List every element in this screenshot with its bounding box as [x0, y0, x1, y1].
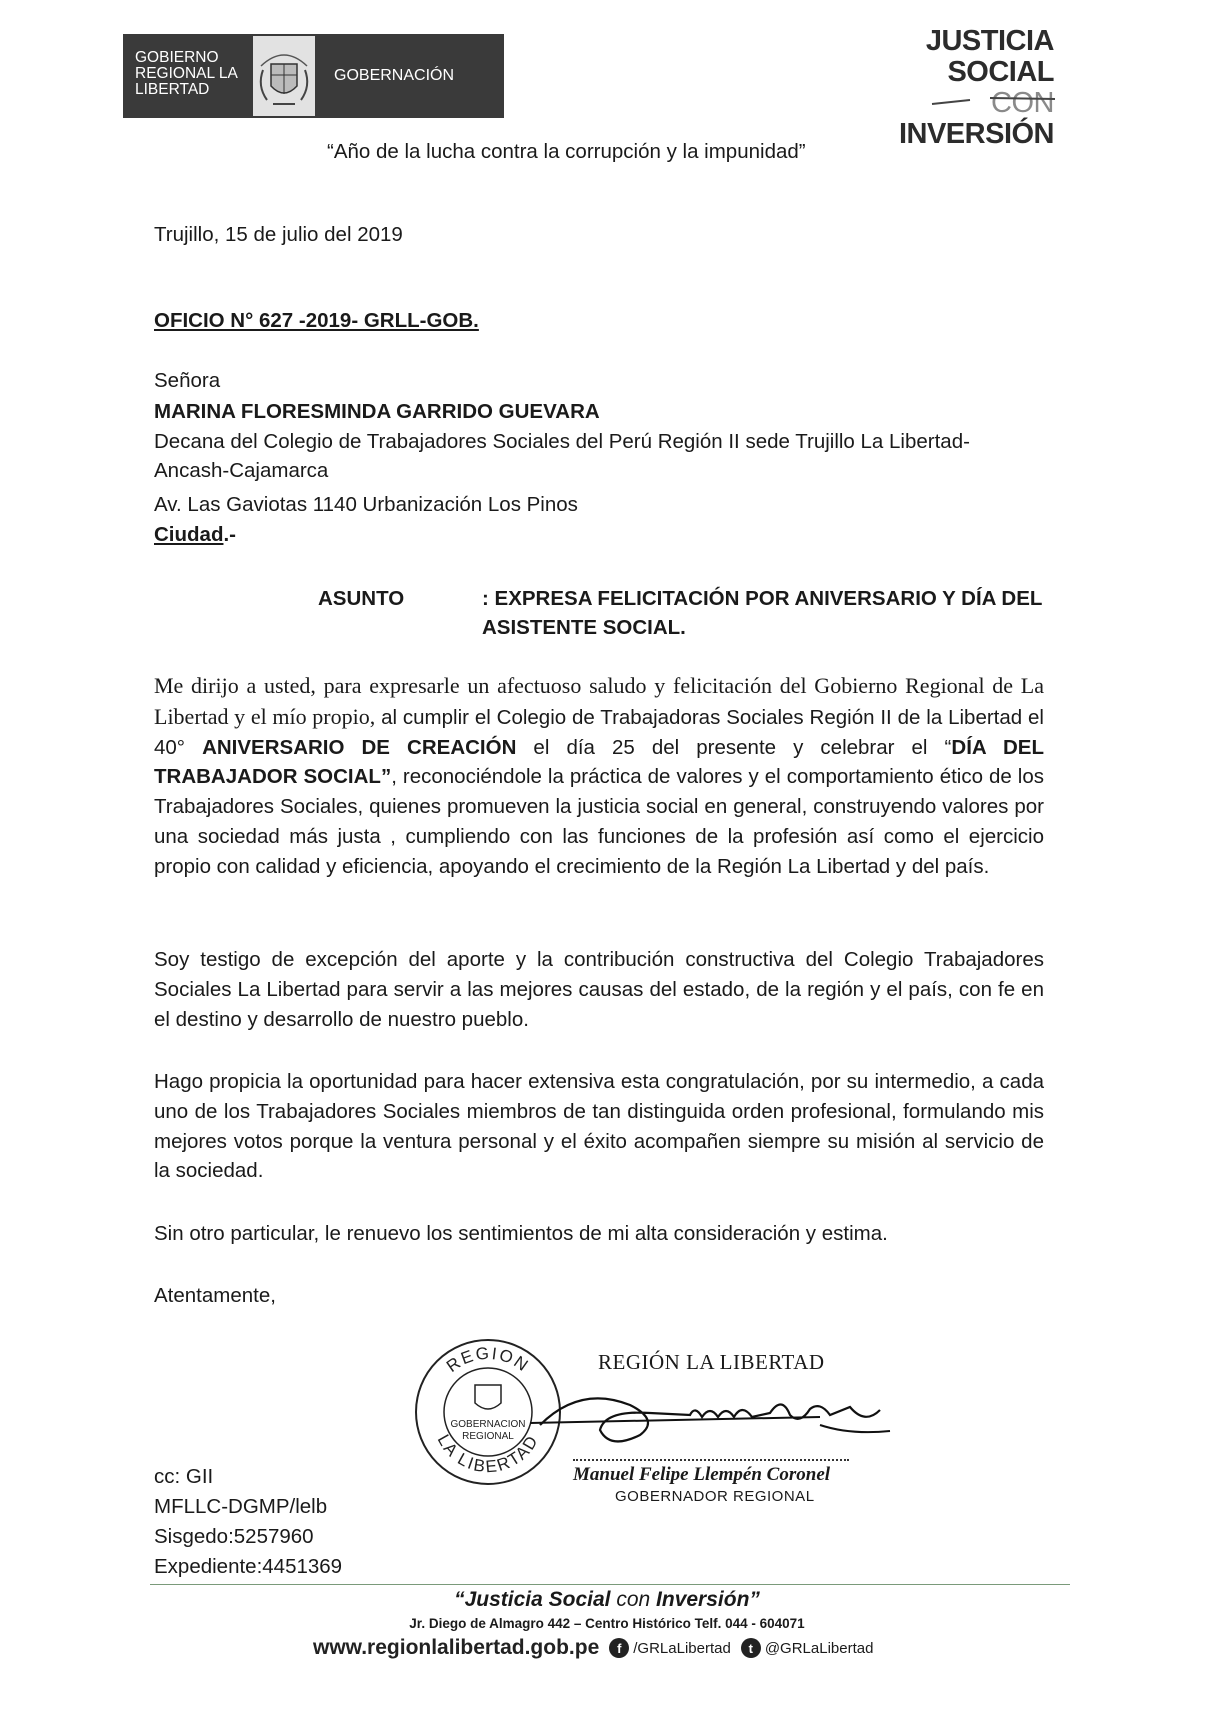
recipient-address: Av. Las Gaviotas 1140 Urbanización Los Pinos	[154, 493, 578, 516]
signature-region-header: REGIÓN LA LIBERTAD	[598, 1350, 825, 1374]
letter-date: Trujillo, 15 de julio del 2019	[154, 223, 403, 246]
oficio-number: OFICIO N° 627 -2019- GRLL-GOB.	[154, 309, 479, 332]
facebook-icon: f	[609, 1638, 629, 1658]
cc-line: MFLLC-DGMP/lelb	[154, 1495, 328, 1518]
paragraph-testimony: Soy testigo de excepción del aporte y la contribución constructiva del Colegio Trabajadores Sociales La Libertad para servir a las mejores causas del estado, de la región y el país, con fe en el destino y desarrollo de nuestro pueblo.	[154, 948, 1044, 1031]
paragraph-congratulation	[154, 671, 1044, 882]
seal-top-text: REGION	[443, 1343, 533, 1377]
twitter-handle: @GRLaLibertad	[764, 1639, 874, 1657]
cc-line: Expediente:4451369	[154, 1555, 343, 1578]
salutation: Señora	[154, 369, 221, 392]
slogan-inversion: INVERSIÓN	[898, 118, 1054, 150]
para1-part: , reconociéndole la práctica de valores y el comportamiento ético de los Trabajadores Sociales, quienes promueven la justicia social en general, construyendo valores por una sociedad más justa , cumpliendo con las funciones de la profesión así como el ejercicio propio con calidad y eficiencia, apoyando el crecimiento de la Región La Libertad y del país.	[154, 765, 1044, 878]
footer-links	[313, 1636, 873, 1660]
city-suffix: .-	[223, 523, 236, 546]
org-name-line: LIBERTAD	[135, 81, 210, 98]
footer-address: Jr. Diego de Almagro 442 – Centro Histórico Telf. 044 - 604071	[409, 1616, 805, 1631]
asunto-text: : EXPRESA FELICITACIÓN POR ANIVERSARIO Y DÍA DEL ASISTENTE SOCIAL.	[482, 587, 1043, 639]
twitter-icon: t	[741, 1638, 761, 1658]
website-link[interactable]: www.regionlalibertad.gob.pe	[313, 1636, 600, 1659]
gobernacion-label: GOBERNACIÓN	[334, 67, 455, 84]
footer-slogan-part: “Justicia Social	[454, 1588, 611, 1611]
para1-serif-part: Me dirijo a usted, para expresarle un afectuoso saludo y felicitación del Gobierno Regional de La Libertad y el mío propio,	[154, 673, 1044, 729]
slogan-line1: JUSTICIA SOCIAL	[925, 25, 1054, 88]
recipient-name: MARINA FLORESMINDA GARRIDO GUEVARA	[154, 400, 600, 423]
facebook-link[interactable]	[609, 1638, 731, 1658]
org-name-line: GOBIERNO	[135, 49, 219, 66]
para1-part: al cumplir el Colegio de Trabajadoras Sociales Región II de la Libertad el 40°	[154, 705, 1044, 759]
org-name	[135, 50, 238, 98]
twitter-link[interactable]	[741, 1638, 874, 1658]
signer-role: GOBERNADOR REGIONAL	[615, 1488, 815, 1505]
recipient-title: Decana del Colegio de Trabajadores Sociales del Perú Región II sede Trujillo La Libertad-Ancash-Cajamarca	[154, 430, 970, 482]
cc-block	[154, 1462, 342, 1582]
seal-mid-text-2: REGIONAL	[462, 1431, 514, 1442]
seal-bottom-text: LA LIBERTAD	[433, 1431, 543, 1477]
signer-name: Manuel Felipe Llempén Coronel	[573, 1464, 831, 1485]
cc-line: cc: GII	[154, 1465, 214, 1488]
ink-mark-icon	[930, 94, 1060, 106]
asunto-label: ASUNTO	[318, 587, 405, 610]
recipient-city	[154, 520, 236, 549]
footer-divider	[150, 1584, 1070, 1585]
facebook-handle: /GRLaLibertad	[633, 1639, 731, 1657]
footer-slogan-part: Inversión”	[656, 1588, 760, 1611]
org-name-line: REGIONAL LA	[135, 65, 238, 82]
year-motto: “Año de la lucha contra la corrupción y la impunidad”	[327, 140, 806, 163]
seal-mid-text-1: GOBERNACION	[450, 1419, 526, 1430]
footer-slogan	[0, 1588, 1214, 1612]
paragraph-extension: Hago propicia la oportunidad para hacer extensiva esta congratulación, por su intermedio, a cada uno de los Trabajadores Sociales miembros de tan distinguida orden profesional, formulando mis mejores votos porque la ventura personal y el éxito acompañen siempre su misión al servicio de la sociedad.	[154, 1070, 1044, 1183]
footer-slogan-part: con	[610, 1588, 657, 1611]
slogan-logo	[840, 26, 1054, 150]
slogan-con: CON	[991, 87, 1054, 119]
para1-part: el día 25 del presente y celebrar el “	[516, 735, 952, 759]
signature-line	[573, 1459, 849, 1461]
para1-bold-day: DÍA DEL TRABAJADOR SOCIAL”	[154, 735, 1044, 789]
cc-line: Sisgedo:5257960	[154, 1525, 314, 1548]
coat-of-arms-icon	[253, 36, 315, 116]
para1-bold-anniversary: ANIVERSARIO DE CREACIÓN	[202, 735, 517, 759]
closing: Atentamente,	[154, 1284, 276, 1307]
city-name: Ciudad	[154, 523, 224, 546]
paragraph-farewell: Sin otro particular, le renuevo los sentimientos de mi alta consideración y estima.	[154, 1222, 888, 1245]
